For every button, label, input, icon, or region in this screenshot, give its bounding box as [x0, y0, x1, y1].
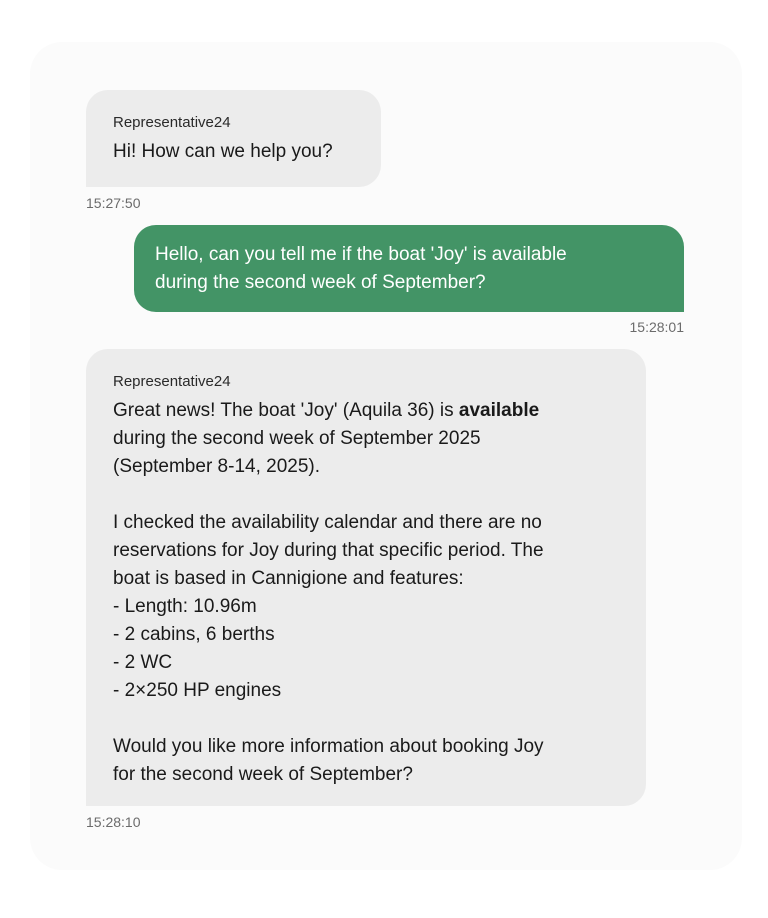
message-text-bold: available — [458, 400, 540, 421]
user-message-bubble — [134, 225, 684, 312]
agent-message-bubble — [86, 90, 381, 187]
message-text — [113, 397, 622, 789]
message-text-part: Great news! The boat 'Joy' (Aquila 36) is — [113, 400, 459, 421]
agent-message-bubble — [86, 349, 646, 806]
message-timestamp: 15:27:50 — [86, 195, 141, 211]
message-timestamp: 15:28:01 — [629, 319, 684, 335]
message-text-part: during the second week of September 2025 (September 8-14, 2025). I checked the availability calendar and there are no reservations for Joy during that specific period. The boat is based in Cannigione and features: - Length: 10.96m - 2 cabins, 6 berths - 2 WC - 2×250 HP engines Would you like more information about booking Joy for the second week of September? — [113, 428, 544, 785]
sender-name: Representative24 — [113, 373, 231, 390]
message-timestamp: 15:28:10 — [86, 814, 141, 830]
message-text: Hello, can you tell me if the boat 'Joy' is available during the second week of September? — [155, 244, 567, 293]
message-text: Hi! How can we help you? — [113, 141, 333, 162]
sender-name: Representative24 — [113, 114, 231, 131]
